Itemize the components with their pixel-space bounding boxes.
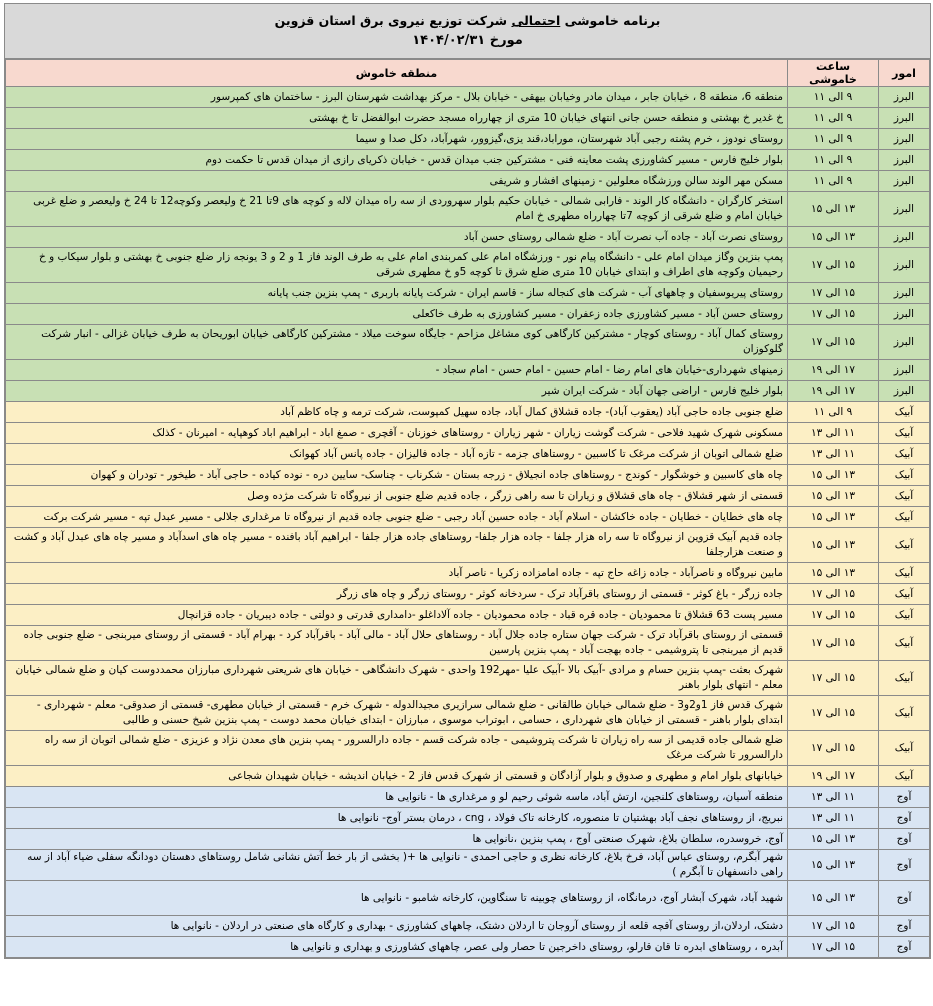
time-cell: ۱۳ الی ۱۵: [788, 507, 879, 528]
table-row: [6, 87, 930, 108]
table-row: [6, 528, 930, 563]
time-cell: ۱۵ الی ۱۷: [788, 248, 879, 283]
table-row: [6, 304, 930, 325]
area-cell: زمینهای شهرداری-خیابان های امام رضا - امام حسین - امام حسن - امام سجاد -: [6, 360, 788, 381]
time-cell: ۱۵ الی ۱۷: [788, 916, 879, 937]
time-cell: ۱۳ الی ۱۵: [788, 528, 879, 563]
time-cell: ۱۵ الی ۱۷: [788, 731, 879, 766]
region-cell: آوج: [879, 808, 930, 829]
time-cell: ۹ الی ۱۱: [788, 87, 879, 108]
region-cell: البرز: [879, 283, 930, 304]
region-cell: آبیک: [879, 696, 930, 731]
table-row: [6, 696, 930, 731]
area-cell: قسمتی از روستای باقرآباد ترک - شرکت جهان ستاره جاده جلال آباد - روستاهای حلال آباد - مالی آباد - باقرآباد کرد - بهرام آباد - قسمتی از روستای میربنجی - ضلع جنوبی جاده قدیم از میربنجی تا پتروشیمی - جاده بهجت آباد - پمپ بنزین پارسین: [6, 626, 788, 661]
area-cell: ضلع جنوبی جاده حاجی آباد (یعقوب آباد)- جاده قشلاق کمال آباد، جاده سهیل کمپوست، شرکت ترمه و چاه کاظم آباد: [6, 402, 788, 423]
table-row: [6, 171, 930, 192]
column-header-time: ساعت خاموشی: [788, 60, 879, 87]
area-cell: دشتک، اردلان،از روستای آقچه قلعه از روستای آروجان تا اردلان دشتک، چاههای کشاورزی - بهداری و کارگاه های صنعتی در اردلان - نانوایی ها: [6, 916, 788, 937]
area-cell: بلوار خلیج فارس - اراضی جهان آباد - شرکت ایران شیر: [6, 381, 788, 402]
table-row: [6, 916, 930, 937]
time-cell: ۱۳ الی ۱۵: [788, 465, 879, 486]
area-cell: مسیر پست 63 قشلاق تا محمودیان - جاده قره قباد - جاده محمودیان - جاده آلاداغلو -دامداری قدرتی و دولتی - جاده دیبریان - جاده قزانچال: [6, 605, 788, 626]
table-row: [6, 192, 930, 227]
region-cell: البرز: [879, 227, 930, 248]
area-cell: ضلع شمالی جاده قدیمی از سه راه زیاران تا شرکت پتروشیمی - جاده شرکت قسم - جاده دارالسرور - پمپ بنزین های معدن نژاد و عزیزی - ضلع شمالی اتوبان از سه راه دارالسرور تا شرکت مرغک: [6, 731, 788, 766]
area-cell: مسکن مهر الوند سالن ورزشگاه معلولین - زمینهای افشار و شریفی: [6, 171, 788, 192]
region-cell: البرز: [879, 129, 930, 150]
area-cell: شهید آباد، شهرک آبشار آوج، درمانگاه، از روستاهای چوبینه تا سنگاوین، کارخانه شامبو - نانوایی ها: [6, 881, 788, 916]
time-cell: ۱۵ الی ۱۷: [788, 626, 879, 661]
region-cell: آوج: [879, 829, 930, 850]
table-row: [6, 486, 930, 507]
schedule-sheet: [4, 3, 931, 959]
title-block: [5, 4, 930, 59]
region-cell: البرز: [879, 150, 930, 171]
region-cell: البرز: [879, 325, 930, 360]
time-cell: ۱۱ الی ۱۳: [788, 808, 879, 829]
region-cell: البرز: [879, 87, 930, 108]
time-cell: ۱۵ الی ۱۷: [788, 304, 879, 325]
table-row: [6, 423, 930, 444]
time-cell: ۹ الی ۱۱: [788, 129, 879, 150]
table-row: [6, 661, 930, 696]
page-title: [275, 11, 661, 31]
time-cell: ۱۳ الی ۱۵: [788, 486, 879, 507]
region-cell: آبیک: [879, 563, 930, 584]
table-row: [6, 227, 930, 248]
area-cell: قسمتی از شهر قشلاق - چاه های قشلاق و زیاران تا سه راهی زرگر ، جاده قدیم ضلع جنوبی از نیروگاه تا شرکت مژده وصل: [6, 486, 788, 507]
table-header-row: [6, 60, 930, 87]
table-row: [6, 605, 930, 626]
time-cell: ۱۳ الی ۱۵: [788, 850, 879, 881]
time-cell: ۱۵ الی ۱۷: [788, 696, 879, 731]
region-cell: آوج: [879, 881, 930, 916]
table-row: [6, 108, 930, 129]
area-cell: آوج، خروسدره، سلطان بلاغ، شهرک صنعتی آوج ، پمپ بنزین ،نانوایی ها: [6, 829, 788, 850]
region-cell: البرز: [879, 108, 930, 129]
title-before: برنامه خاموشی: [560, 13, 661, 28]
region-cell: آبیک: [879, 486, 930, 507]
table-row: [6, 850, 930, 881]
table-row: [6, 584, 930, 605]
area-cell: پمپ بنزین وگاز میدان امام علی - دانشگاه پیام نور - ورزشگاه امام علی کمربندی امام علی به طرف الوند فاز 1 و 2 و 3 یونجه زار ضلع جنوبی خ بهشتی و بلوار سیکاب و خ رحیمیان وکوچه های اطراف و ابتدای خیابان 10 متری ضلع شرق تا کوچه 5و خ مطهری شرقی: [6, 248, 788, 283]
time-cell: ۱۳ الی ۱۵: [788, 227, 879, 248]
table-row: [6, 325, 930, 360]
title-after: شرکت توزیع نیروی برق استان قزوین: [274, 13, 512, 28]
table-row: [6, 129, 930, 150]
time-cell: ۱۱ الی ۱۳: [788, 423, 879, 444]
area-cell: نبریج، از روستاهای نجف آباد بهشتیان تا منصوره، کارخانه تاک فولاد ، cng ، درمان بستر آوج- نانوایی ها: [6, 808, 788, 829]
time-cell: ۱۵ الی ۱۷: [788, 584, 879, 605]
region-cell: البرز: [879, 360, 930, 381]
table-row: [6, 507, 930, 528]
area-cell: شهرک قدس فاز 1و2و3 - ضلع شمالی خیابان طالقانی - ضلع شمالی سرازیری مجیدالدوله - شهرک خرم - قسمتی از خیابان مطهری- قسمتی از صدوقی- معلم - شهرداری - ابتدای بلوار باهنر - قسمتی از خیابان های شهرداری ، حسامی ، ابوتراب موسوی ، مبارزان - ابتدای خیابان محمد دوست - پمپ بنزین شیخ حسنی و طالبی: [6, 696, 788, 731]
area-cell: روستای حسن آباد - مسیر کشاورزی جاده زعفران - مسیر کشاورزی به طرف خاکعلی: [6, 304, 788, 325]
time-cell: ۱۳ الی ۱۵: [788, 192, 879, 227]
area-cell: روستای نودوز ، خرم پشته رجبی آباد شهرستان، موراباد،قند یزی،گیزوور، شهرآباد، دکل صدا و سیما: [6, 129, 788, 150]
area-cell: بلوار خلیج فارس - مسیر کشاورزی پشت معاینه فنی - مشترکین جنب میدان قدس - خیابان ذکریای رازی از میدان قدس تا حکمت دوم: [6, 150, 788, 171]
area-cell: منطقه آسیان، روستاهای کلنجین، ارتش آباد، ماسه شوئی رحیم لو و مرغداری ها - نانوایی ها: [6, 787, 788, 808]
region-cell: البرز: [879, 304, 930, 325]
table-row: [6, 808, 930, 829]
area-cell: جاده قدیم آبیک قزوین از نیروگاه تا سه راه هزار جلفا - جاده هزار جلفا- روستاهای جاده هزار جلفا - ابراهیم آباد بافنده - مسیر چاه های اسدآباد و مسیر چاه های عبدل آباد و کشت و صنعت هزارجلفا: [6, 528, 788, 563]
area-cell: جاده زرگر - باغ کوثر - قسمتی از روستای باقرآباد ترک - سردخانه کوثر - روستای زرگر و چاه های زرگر: [6, 584, 788, 605]
region-cell: آبیک: [879, 626, 930, 661]
area-cell: روستای پیریوسفیان و چاههای آب - شرکت های کنجاله ساز - قاسم ایران - شرکت پایانه باربری - پمپ بنزین جنب پایانه: [6, 283, 788, 304]
area-cell: روستای نصرت آباد - جاده آب نصرت آباد - ضلع شمالی روستای حسن آباد: [6, 227, 788, 248]
table-row: [6, 465, 930, 486]
table-row: [6, 563, 930, 584]
area-cell: روستای کمال آباد - روستای کوچار - مشترکین کارگاهی کوی مشاغل مزاحم - جایگاه سوخت میلاد - مشترکین کارگاهی خیابان ابوریحان به طرف خیابان غزالی - انبار شرکت گلوکوزان: [6, 325, 788, 360]
region-cell: البرز: [879, 248, 930, 283]
time-cell: ۹ الی ۱۱: [788, 108, 879, 129]
area-cell: ضلع شمالی اتوبان از شرکت مرغک تا کاسبین - روستاهای جزمه - تازه آباد - جاده فالیزان - جاده پانس آباد کهوانک: [6, 444, 788, 465]
area-cell: آبدره ، روستاهای ابدره تا قان قارلو، روستای داخرجین تا حصار ولی عصر، چاههای کشاورزی و بهداری و نانوایی ها: [6, 937, 788, 958]
column-header-region: امور: [879, 60, 930, 87]
region-cell: آوج: [879, 916, 930, 937]
area-cell: خیابانهای بلوار امام و مطهری و صدوق و بلوار آزادگان و قسمتی از شهرک قدس فاز 2 - خیابان اندیشه - خیابان شهیدان شجاعی: [6, 766, 788, 787]
region-cell: آبیک: [879, 731, 930, 766]
area-cell: شهر آبگرم، روستای عباس آباد، فرخ بلاغ، کارخانه نظری و حاجی احمدی - نانوایی ها +( بخشی از بار خط آتش نشانی شامل روستاهای دهستان دودانگه سفلی ضیاء آباد از سه راهی دانسفهان تا آبگرم ): [6, 850, 788, 881]
area-cell: چاه های خطایان - خطایان - جاده خاکشان - اسلام آباد - جاده حسین آباد رجبی - ضلع جنوبی جاده قدیم از نیروگاه تا مرغداری جلالی - مسیر عبدل تپه - مسیر شرکت برکت: [6, 507, 788, 528]
region-cell: آوج: [879, 850, 930, 881]
table-body: [6, 87, 930, 958]
time-cell: ۱۵ الی ۱۷: [788, 937, 879, 958]
table-row: [6, 626, 930, 661]
region-cell: آبیک: [879, 423, 930, 444]
region-cell: البرز: [879, 192, 930, 227]
page-date: مورخ ۱۴۰۴/۰۲/۳۱: [412, 33, 523, 48]
table-row: [6, 829, 930, 850]
schedule-table: [5, 59, 930, 958]
table-row: [6, 402, 930, 423]
area-cell: مسکونی شهرک شهید فلاحی - شرکت گوشت زیاران - شهر زیاران - روستاهای خوزنان - آقچری - صمغ اباد - ابراهیم اباد کوهپایه - امیرنان - کذلک: [6, 423, 788, 444]
table-row: [6, 881, 930, 916]
region-cell: آبیک: [879, 507, 930, 528]
title-emphasis: احتمالی: [511, 13, 561, 28]
time-cell: ۱۵ الی ۱۷: [788, 325, 879, 360]
time-cell: ۹ الی ۱۱: [788, 171, 879, 192]
table-row: [6, 787, 930, 808]
area-cell: مابین نیروگاه و ناصرآباد - جاده زاغه حاج تپه - جاده امامزاده زکریا - ناصر آباد: [6, 563, 788, 584]
area-cell: منطقه 6، منطقه 8 ، خیابان جابر ، میدان مادر وخیابان بیهقی - خیابان بلال - مرکز بهداشت شهرستان البرز - ساختمان های کمپرسور: [6, 87, 788, 108]
time-cell: ۱۵ الی ۱۷: [788, 605, 879, 626]
area-cell: خ غدیر خ بهشتی و منطقه حسن جانی انتهای خیابان 10 متری از چهارراه مسجد حضرت ابوالفضل تا خ بهشتی: [6, 108, 788, 129]
region-cell: آبیک: [879, 465, 930, 486]
time-cell: ۱۳ الی ۱۵: [788, 881, 879, 916]
time-cell: ۹ الی ۱۱: [788, 402, 879, 423]
region-cell: آبیک: [879, 766, 930, 787]
time-cell: ۱۱ الی ۱۳: [788, 787, 879, 808]
region-cell: آبیک: [879, 661, 930, 696]
table-row: [6, 283, 930, 304]
region-cell: البرز: [879, 381, 930, 402]
time-cell: ۱۵ الی ۱۷: [788, 283, 879, 304]
area-cell: استخر کارگران - دانشگاه کار الوند - فارابی شمالی - خیابان حکیم بلوار سهروردی از سه راه میدان لاله و کوچه های 9تا 21 خ ولیعصر وکوچه12 تا 24 خ ولیعصر و ضلع غربی خیابان امام و ضلع شرقی از کوچه 7تا چهارراه مطهری خ امام: [6, 192, 788, 227]
table-row: [6, 937, 930, 958]
area-cell: چاه های کاسبین و خوشگوار - کوندج - روستاهای جاده انجیلاق - زرجه بستان - شکرناب - چناسک- سایین دره - نوده کیاده - حاجی آباد - طیخور - تودران و کهوان: [6, 465, 788, 486]
region-cell: آبیک: [879, 584, 930, 605]
region-cell: آبیک: [879, 444, 930, 465]
time-cell: ۱۵ الی ۱۷: [788, 661, 879, 696]
region-cell: البرز: [879, 171, 930, 192]
time-cell: ۹ الی ۱۱: [788, 150, 879, 171]
time-cell: ۱۱ الی ۱۳: [788, 444, 879, 465]
time-cell: ۱۳ الی ۱۵: [788, 829, 879, 850]
time-cell: ۱۷ الی ۱۹: [788, 766, 879, 787]
table-row: [6, 444, 930, 465]
region-cell: آوج: [879, 937, 930, 958]
region-cell: آبیک: [879, 402, 930, 423]
table-row: [6, 248, 930, 283]
region-cell: آبیک: [879, 528, 930, 563]
region-cell: آوج: [879, 787, 930, 808]
table-row: [6, 381, 930, 402]
table-row: [6, 731, 930, 766]
table-row: [6, 766, 930, 787]
time-cell: ۱۷ الی ۱۹: [788, 381, 879, 402]
region-cell: آبیک: [879, 605, 930, 626]
table-row: [6, 150, 930, 171]
table-row: [6, 360, 930, 381]
time-cell: ۱۷ الی ۱۹: [788, 360, 879, 381]
column-header-area: منطقه خاموش: [6, 60, 788, 87]
area-cell: شهرک بعثت -پمپ بنزین حسام و مرادی -آبیک بالا -آبیک علیا -مهر192 واحدی - شهرک دانشگاهی - خیابان های شریعتی شهرداری مبارزان محمددوست کیان و ضلع شمالی خیابان معلم - انتهای بلوار باهنر: [6, 661, 788, 696]
time-cell: ۱۳ الی ۱۵: [788, 563, 879, 584]
